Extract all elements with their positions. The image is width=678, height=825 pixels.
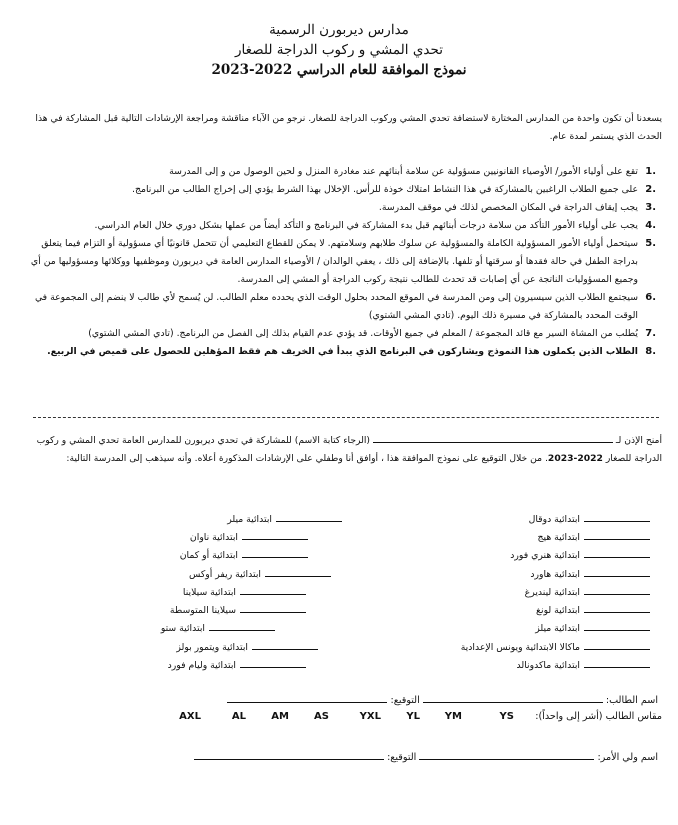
- school-name: ابتدائية وليام فورد: [167, 660, 236, 671]
- school-name: ابتدائية هنري فورد: [510, 550, 580, 561]
- guidelines-list: [16, 163, 662, 361]
- size-option[interactable]: YXL: [359, 711, 381, 722]
- school-checkline[interactable]: [252, 640, 318, 650]
- size-selector: [22, 711, 662, 729]
- guideline-text: يُطلب من المشاة السير مع قائد المجموعة / المعلم في جميع الأوقات. قد يؤدي عدم القيام بذلك إلى الفصل من البرنامج. (تادي المشي الشتوي): [88, 328, 638, 339]
- school-option[interactable]: [161, 621, 275, 636]
- size-option[interactable]: YL: [406, 711, 420, 722]
- challenge-title: تحدي المشي و ركوب الدراجة للصغار: [235, 42, 443, 58]
- student-signature-field[interactable]: [227, 692, 387, 703]
- school-option[interactable]: [536, 603, 650, 618]
- size-option[interactable]: AM: [271, 711, 289, 722]
- guideline-item: [16, 289, 662, 325]
- school-name: ابتدائية سيلاينا: [182, 587, 236, 598]
- guideline-text: الطلاب الذين يكملون هذا النموذج ويشاركون في البرنامج الذي يبدأ في الخريف هم فقط المؤهلين للحصول على قميص في الربيع.: [47, 346, 638, 357]
- school-checkline[interactable]: [242, 530, 308, 540]
- school-checkline[interactable]: [240, 603, 306, 613]
- school-checkline[interactable]: [242, 548, 308, 558]
- school-option[interactable]: [190, 530, 308, 545]
- consent-paragraph: [12, 432, 662, 468]
- guardian-row: [194, 749, 658, 763]
- guideline-text: يجب على أولياء الأمور التأكد من سلامة درجات أبنائهم قبل بدء المشاركة في البرنامج و التأكد أيضاً من عملها بشكل دوري خلال العام الدراسي.: [94, 220, 638, 231]
- school-name: ابتدائية ناوان: [189, 532, 238, 543]
- school-option[interactable]: [538, 530, 650, 545]
- school-checkline[interactable]: [584, 585, 650, 595]
- guideline-number: .7: [645, 328, 656, 339]
- guideline-text: سيتحمل أولياء الأمور المسؤولية الكاملة والمسؤولية عن سلوك طلابهم وسلامتهم. لا يمكن للقطاع التعليمي أن تتحمل قانونيًا أي مسؤولية أو التزام فيما يتعلق بدراجة الطفل في حالة فقدها أو سرقتها أو تلفها. بالإضافة إلى ذلك ، يعفي الوالدان / الأوصياء المدارس العامة في ديربورن وموظفيها ووكلائها ومسؤوليها من أي وجميع المسؤوليات الناتجة عن أي إصابات قد تحدث للطالب نتيجة ركوب الدراجة أو المشي إلى المدرسة.: [30, 238, 638, 285]
- school-checkline[interactable]: [240, 585, 306, 595]
- size-option[interactable]: AL: [231, 711, 246, 722]
- school-option[interactable]: [525, 585, 650, 600]
- school-option[interactable]: [516, 658, 650, 673]
- guardian-name-field[interactable]: [419, 749, 594, 760]
- intro-paragraph: يسعدنا أن تكون واحدة من المدارس المختارة لاستضافة تحدي المشي وركوب الدراجة للصغار. نرجو من الآباء مناقشة ومراجعة الإرشادات التالية قبل المشاركة في هذا الحدث الذي يستمر لمدة عام.: [35, 113, 662, 142]
- guideline-number: .2: [645, 184, 656, 195]
- guardian-name-label: اسم ولي الأمر:: [597, 752, 658, 763]
- school-option[interactable]: [529, 512, 650, 527]
- guideline-item: [16, 181, 662, 199]
- school-checkline[interactable]: [584, 658, 650, 668]
- cut-divider: [33, 417, 659, 418]
- school-option[interactable]: [189, 567, 331, 582]
- guideline-item: [16, 325, 662, 343]
- consent-middle: (الرجاء كتابة الاسم) للمشاركة في تحدي ديربورن للمدارس العامة تحدي المشي و ركوب الدراجة للصغار: [36, 435, 662, 464]
- size-option[interactable]: YM: [444, 711, 462, 722]
- school-name: ابتدائية ويتمور بولز: [176, 642, 248, 653]
- school-name: ماكالا الابتدائية ويونس الإعدادية: [460, 642, 580, 653]
- size-option[interactable]: AXL: [179, 711, 201, 722]
- school-option[interactable]: [535, 621, 650, 636]
- school-option[interactable]: [461, 640, 650, 655]
- guideline-number: .3: [645, 202, 656, 213]
- guideline-text: يجب إيقاف الدراجة في المكان المخصص لذلك في موقف المدرسة.: [378, 202, 638, 213]
- school-option[interactable]: [180, 548, 308, 563]
- school-name: ابتدائية ريفر أوكس: [189, 569, 261, 580]
- child-name-field[interactable]: [373, 432, 613, 443]
- school-checkline[interactable]: [209, 621, 275, 631]
- school-name: ابتدائية لونغ: [536, 605, 580, 616]
- school-option[interactable]: [168, 658, 306, 673]
- district-title: مدارس ديربورن الرسمية: [269, 22, 409, 38]
- guideline-item: [16, 343, 662, 361]
- guideline-item: [16, 235, 662, 289]
- school-checkline[interactable]: [584, 621, 650, 631]
- school-name: ابتدائية دوقال: [528, 514, 580, 525]
- school-name: سيلاينا المتوسطة: [169, 605, 236, 616]
- consent-year: 2022-2023: [547, 453, 603, 464]
- school-option[interactable]: [510, 548, 650, 563]
- school-checkline[interactable]: [276, 512, 342, 522]
- school-checkline[interactable]: [584, 640, 650, 650]
- school-checkline[interactable]: [265, 567, 331, 577]
- school-option[interactable]: [176, 640, 318, 655]
- school-checkline[interactable]: [584, 548, 650, 558]
- consent-suffix: . من خلال التوقيع على نموذج الموافقة هذا ، أوافق أنا وطفلي على الإرشادات المذكورة أعلاه. وأنه سيذهب إلى المدرسة التالية:: [66, 453, 548, 464]
- school-checkline[interactable]: [584, 512, 650, 522]
- school-name: ابتدائية هيج: [537, 532, 580, 543]
- guardian-signature-field[interactable]: [194, 749, 384, 760]
- student-name-label: اسم الطالب:: [605, 695, 658, 706]
- school-name: ابتدائية ستو: [160, 623, 205, 634]
- guideline-number: .6: [645, 292, 656, 303]
- school-name: ابتدائية أو كمان: [179, 550, 238, 561]
- school-name: ابتدائية لينديرغ: [524, 587, 580, 598]
- guideline-item: [16, 163, 662, 181]
- guideline-number: .4: [645, 220, 656, 231]
- guideline-text: سيجتمع الطلاب الذين سيسيرون إلى ومن المدرسة في الموقع المحدد بحلول الوقت الذي يحدده معلم الطالب. لن يُسمح لأي طالب لا ينضم إلى المجموعة في الوقت المحدد بالمشاركة في مسيرة ذلك اليوم. (تادي المشي الشتوي): [34, 292, 638, 321]
- guideline-number: .5: [645, 238, 656, 249]
- school-checkline[interactable]: [240, 658, 306, 668]
- school-checkline[interactable]: [584, 603, 650, 613]
- school-name: ابتدائية ميلز: [535, 623, 580, 634]
- size-label: مقاس الطالب (أشر إلى واحداً):: [535, 711, 662, 722]
- student-name-row: [227, 692, 658, 706]
- school-option[interactable]: [530, 567, 650, 582]
- school-option[interactable]: [183, 585, 306, 600]
- student-signature-label: التوقيع:: [390, 695, 420, 706]
- school-option[interactable]: [227, 512, 342, 527]
- school-name: ابتدائية هاورد: [530, 569, 580, 580]
- guideline-text: على جميع الطلاب الراغبين بالمشاركة في هذا النشاط امتلاك خوذة للرأس. الإخلال بهذا الشرط يؤدي إلى إخراج الطالب من البرنامج.: [132, 184, 638, 195]
- school-name: ابتدائية ماكدونالد: [516, 660, 580, 671]
- consent-prefix: أمنح الإذن لـ: [615, 435, 662, 446]
- guardian-signature-label: التوقيع:: [387, 752, 417, 763]
- guideline-number: .8: [645, 346, 656, 357]
- size-option[interactable]: YS: [499, 711, 514, 722]
- size-option[interactable]: AS: [314, 711, 329, 722]
- school-option[interactable]: [170, 603, 306, 618]
- school-name: ابتدائية ميلر: [227, 514, 272, 525]
- school-checkline[interactable]: [584, 567, 650, 577]
- form-title: نموذج الموافقة للعام الدراسي 2022-2023: [211, 62, 467, 78]
- guideline-item: [16, 217, 662, 235]
- guideline-item: [16, 199, 662, 217]
- school-checkline[interactable]: [584, 530, 650, 540]
- guideline-number: .1: [645, 166, 656, 177]
- guideline-text: تقع على أولياء الأمور/ الأوصياء القانونيين مسؤولية عن سلامة أبنائهم عند مغادرة المنزل و لحين الوصول من و إلى المدرسة: [169, 166, 638, 177]
- student-name-field[interactable]: [423, 692, 603, 703]
